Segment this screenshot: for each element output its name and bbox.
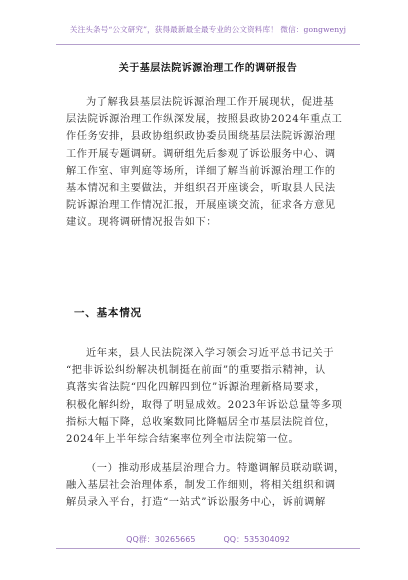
text-line: 真落实省法院“四化四解四到位”诉源治理新格局要求，: [66, 382, 326, 394]
text-line: “把非诉讼纠纷解决机制挺在前面”的重要指示精神，认: [66, 365, 326, 377]
paragraph-overview: [66, 345, 346, 448]
paragraph-intro: [66, 94, 346, 232]
header-banner: 关注头条号“公文研究”，获得最新最全最专业的公文资料库！ 微信：gongwenyj: [69, 25, 347, 34]
text-line: 近年来，县人民法院深入学习领会习近平总书记关于: [86, 348, 335, 359]
text-line: 基本情况和主要做法，并组织召开座谈会，听取县人民法: [66, 183, 336, 195]
footer-divider: [56, 548, 360, 549]
text-line: 指标大幅下降，总收案数同比降幅居全市基层法院首位，: [66, 416, 336, 428]
text-line: 建议。现将调研情况报告如下：: [66, 217, 218, 229]
text-line: 作任务安排，县政协组织政协委员围绕基层法院诉源治理: [66, 131, 336, 143]
text-line: 层法院诉源治理工作纵深发展，按照县政协2024年重点工: [66, 114, 343, 126]
qq-group-number: QQ群：30265665: [126, 535, 196, 544]
text-line: 积极化解纠纷，取得了明显成效。2023年诉讼总量等多项: [66, 399, 343, 411]
text-line: 2024年上半年综合结案率位列全市法院第一位。: [66, 434, 300, 446]
text-line: 解工作室、审判庭等场所，详细了解当前诉源治理工作的: [66, 165, 336, 177]
text-line: 解员录入平台，打造“一站式”诉讼服务中心，诉前调解: [66, 497, 326, 509]
section-heading: 一、基本情况: [74, 307, 142, 319]
text-line: 融入基层社会治理体系，制发工作细则，将相关组织和调: [66, 480, 336, 492]
text-line: 工作开展专题调研。调研组先后参观了诉讼服务中心、调: [66, 148, 336, 160]
text-line: （一）推动形成基层治理合力。特邀调解员联动联调，: [86, 463, 345, 474]
document-title: 关于基层法院诉源治理工作的调研报告: [118, 63, 298, 74]
text-line: 院诉源治理工作情况汇报，开展座谈交流，征求各方意见: [66, 200, 336, 212]
text-line: 为了解我县基层法院诉源治理工作开展现状，促进基: [86, 97, 335, 108]
footer-contact: [118, 534, 298, 545]
header-divider: [56, 44, 360, 45]
qq-number: QQ：535304092: [223, 535, 290, 544]
paragraph-governance: [66, 460, 346, 512]
